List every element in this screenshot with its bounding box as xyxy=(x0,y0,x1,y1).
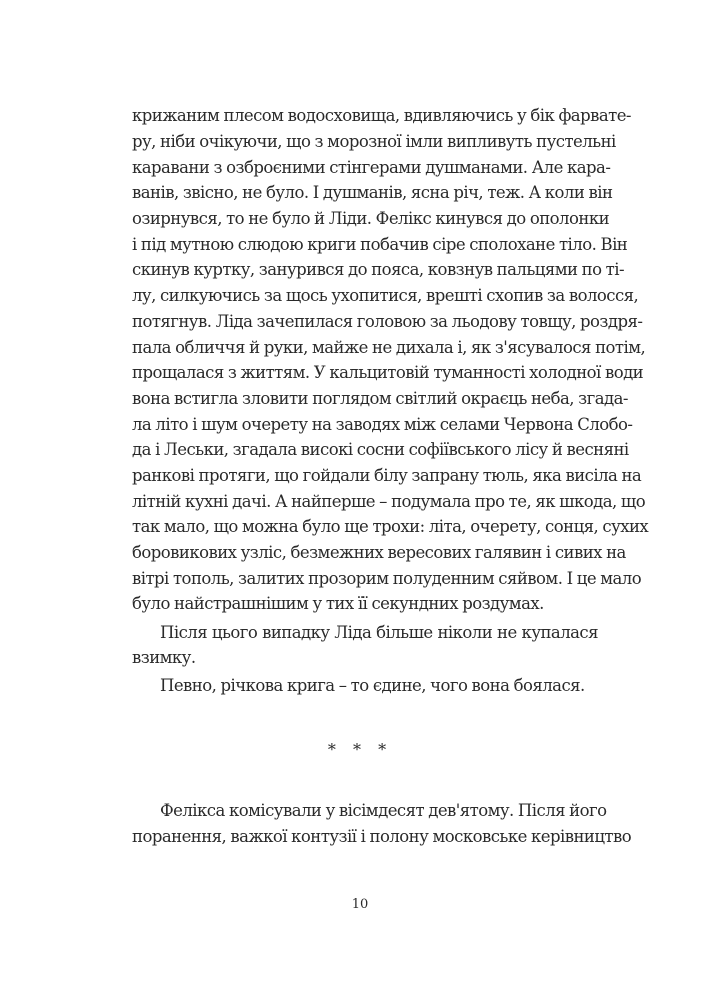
text-line: каравани з озброєними стінгерами душманами. Але кара- xyxy=(132,158,611,177)
text-line: літній кухні дачі. А найперше – подумала про те, як шкода, що xyxy=(132,492,646,511)
text-line: так мало, що можна було ще трохи: літа, очерету, сонця, сухих xyxy=(132,517,649,536)
text-line: було найстрашнішим у тих її секундних роздумах. xyxy=(132,594,544,613)
text-line: крижаним плесом водосховища, вдивляючись у бік фарвате- xyxy=(132,106,631,125)
text-line: пала обличчя й руки, майже не дихала і, як з'ясувалося потім, xyxy=(132,338,646,357)
text-line: ру, ніби очікуючи, що з морозної імли випливуть пустельні xyxy=(132,132,616,151)
text-line: прощалася з життям. У кальцитовій туманності холодної води xyxy=(132,363,644,382)
text-line: ранкові протяги, що гойдали білу запрану тюль, яка висіла на xyxy=(132,466,642,485)
text-line: ванів, звісно, не було. І душманів, ясна річ, теж. А коли він xyxy=(132,183,613,202)
text-line: боровикових узліс, безмежних вересових галявин і сивих на xyxy=(132,543,626,562)
text-line: да і Леськи, згадала високі сосни софіївського лісу й весняні xyxy=(132,440,629,459)
text-line: озирнувся, то не було й Ліди. Фелікс кинувся до ополонки xyxy=(132,209,610,228)
text-line: лу, силкуючись за щось ухопитися, врешті схопив за волосся, xyxy=(132,286,639,305)
page-number: 10 xyxy=(351,897,369,912)
text-line: Певно, річкова крига – то єдине, чого вона боялася. xyxy=(160,676,585,695)
text-line: поранення, важкої контузії і полону московське керівництво xyxy=(132,827,632,846)
text-line: ла літо і шум очерету на заводях між селами Червона Слобо- xyxy=(132,415,633,434)
text-line: потягнув. Ліда зачепилася головою за льодову товщу, роздря- xyxy=(132,312,643,331)
text-line: взимку. xyxy=(132,648,196,667)
text-line: скинув куртку, занурився до пояса, ковзнув пальцями по ті- xyxy=(132,260,624,279)
text-line: Після цього випадку Ліда більше ніколи не купалася xyxy=(160,623,598,642)
section-separator: * * * xyxy=(327,740,393,759)
text-line: вона встигла зловити поглядом світлий окраєць неба, згада- xyxy=(132,389,628,408)
text-line: Фелікса комісували у вісімдесят дев'ятому. Після його xyxy=(160,801,607,820)
text-line: і під мутною слюдою криги побачив сіре сполохане тіло. Він xyxy=(132,235,628,254)
text-line: вітрі тополь, залитих прозорим полуденним сяйвом. І це мало xyxy=(132,569,642,588)
